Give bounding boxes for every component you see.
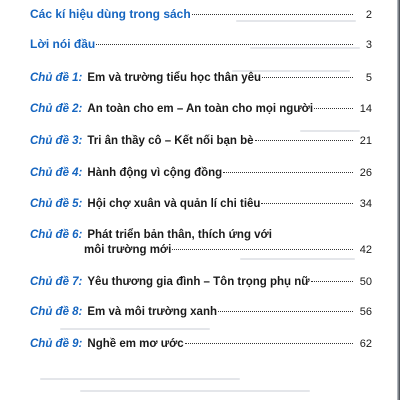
toc-entry-topic-4[interactable]: [30, 166, 372, 181]
topic-label: Chủ đề 1:: [30, 72, 83, 84]
toc-page-number: 56: [359, 306, 372, 318]
topic-title: Phát triển bản thân, thích ứng với: [87, 229, 272, 241]
dot-leader: [192, 14, 353, 15]
dot-leader: [255, 140, 353, 141]
toc-entry-topic-5[interactable]: [30, 197, 372, 212]
toc-entry-topic-7[interactable]: [30, 275, 372, 290]
topic-label: Chủ đề 6:: [30, 229, 83, 241]
toc-entry-symbols[interactable]: [30, 7, 372, 23]
show-through-text: [60, 328, 210, 330]
dot-leader: [223, 172, 353, 173]
topic-title: Em và môi trường xanh: [87, 306, 218, 318]
show-through-text: [40, 378, 240, 380]
topic-label: Chủ đề 2:: [30, 103, 83, 115]
toc-entry-topic-1[interactable]: [30, 71, 372, 86]
topic-label: Chủ đề 4:: [30, 167, 83, 179]
toc-entry-topic-9[interactable]: [30, 337, 372, 352]
dot-leader: [261, 203, 353, 204]
toc-page-number: 42: [359, 244, 372, 256]
toc-entry-topic-6[interactable]: [30, 228, 372, 258]
toc-page-number: 26: [359, 167, 372, 179]
topic-title: Nghề em mơ ước: [87, 338, 184, 350]
toc-page-number: 34: [359, 198, 372, 210]
topic-label: Chủ đề 8:: [30, 306, 83, 318]
toc-page-number: 62: [359, 338, 372, 350]
dot-leader: [185, 343, 353, 344]
toc-entry-title: Lời nói đầu: [30, 37, 96, 51]
topic-title: An toàn cho em – An toàn cho mọi người: [87, 103, 314, 115]
show-through-text: [300, 130, 360, 132]
dot-leader: [172, 249, 353, 250]
topic-title: Tri ân thầy cô – Kết nối bạn bè: [87, 135, 254, 147]
show-through-text: [240, 258, 355, 260]
toc-entry-topic-3[interactable]: [30, 134, 372, 149]
toc-entry-topic-8[interactable]: [30, 305, 372, 320]
toc-entry-topic-2[interactable]: [30, 102, 372, 117]
topic-label: Chủ đề 5:: [30, 198, 83, 210]
dot-leader: [314, 108, 353, 109]
toc-entry-title: Các kí hiệu dùng trong sách: [30, 7, 191, 21]
show-through-text: [80, 390, 310, 392]
toc-page-number: 3: [365, 39, 372, 51]
toc-page-number: 2: [365, 9, 372, 21]
toc-page-number: 21: [359, 135, 372, 147]
topic-title: Em và trường tiểu học thân yêu: [87, 72, 262, 84]
topic-label: Chủ đề 3:: [30, 135, 83, 147]
dot-leader: [96, 44, 353, 45]
toc-page-number: 5: [365, 72, 372, 84]
topic-title: Hội chợ xuân và quản lí chi tiêu: [87, 198, 261, 210]
toc-page-number: 14: [359, 103, 372, 115]
topic-label: Chủ đề 7:: [30, 276, 83, 288]
dot-leader: [218, 311, 353, 312]
topic-title-continuation: môi trường mới: [84, 244, 172, 256]
dot-leader: [262, 77, 353, 78]
dot-leader: [311, 281, 353, 282]
topic-label: Chủ đề 9:: [30, 338, 83, 350]
topic-title: Yêu thương gia đình – Tôn trọng phụ nữ: [87, 276, 310, 288]
toc-entry-foreword[interactable]: [30, 37, 372, 53]
toc-page-number: 50: [359, 276, 372, 288]
topic-title: Hành động vì cộng đồng: [87, 167, 223, 179]
